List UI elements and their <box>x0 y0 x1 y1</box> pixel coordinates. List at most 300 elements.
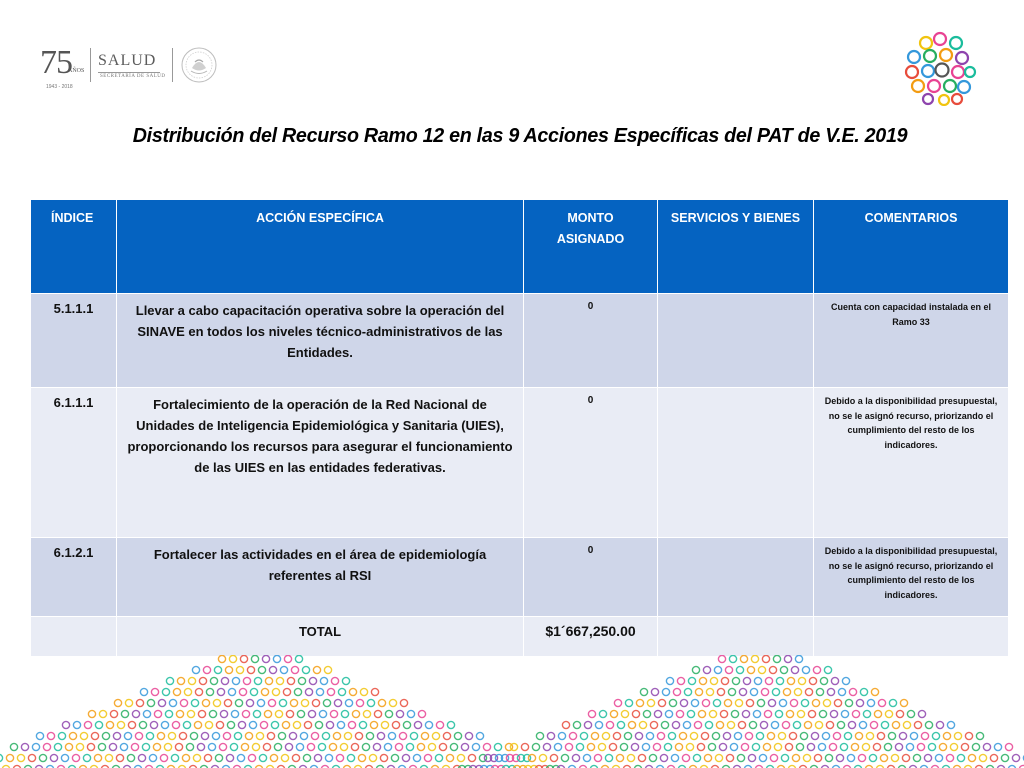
decorative-ring <box>333 732 340 739</box>
decorative-ring <box>220 710 227 717</box>
decorative-ring <box>831 677 838 684</box>
decorative-ring <box>720 710 727 717</box>
decorative-ring <box>848 721 855 728</box>
decorative-ring <box>157 732 164 739</box>
decorative-ring <box>203 666 210 673</box>
decorative-ring <box>192 666 199 673</box>
decorative-ring <box>836 754 843 761</box>
decorative-ring <box>161 721 168 728</box>
decorative-ring <box>217 688 224 695</box>
decorative-ring <box>764 710 771 717</box>
decorative-ring <box>190 732 197 739</box>
decorative-ring <box>284 655 291 662</box>
decorative-ring <box>871 688 878 695</box>
decorative-ring <box>256 732 263 739</box>
decorative-ring <box>325 754 332 761</box>
budget-table <box>30 199 1009 657</box>
decorative-ring <box>1001 754 1008 761</box>
decorative-ring <box>102 732 109 739</box>
decorative-ring <box>735 699 742 706</box>
decorative-ring <box>183 721 190 728</box>
decorative-ring <box>298 677 305 684</box>
decorative-ring <box>223 732 230 739</box>
decorative-ring <box>902 754 909 761</box>
decorative-ring <box>840 743 847 750</box>
decorative-ring <box>136 699 143 706</box>
decorative-ring <box>860 688 867 695</box>
decorative-ring <box>259 754 266 761</box>
decorative-ring <box>862 743 869 750</box>
decorative-ring <box>269 666 276 673</box>
decorative-ring <box>232 677 239 684</box>
decorative-ring <box>281 754 288 761</box>
decorative-ring <box>50 754 57 761</box>
decorative-ring <box>239 688 246 695</box>
decorative-ring <box>300 732 307 739</box>
decorative-ring <box>716 721 723 728</box>
decorative-ring <box>709 710 716 717</box>
decorative-ring <box>309 677 316 684</box>
decorative-ring <box>182 754 189 761</box>
decorative-ring <box>834 699 841 706</box>
decorative-ring <box>838 688 845 695</box>
decorative-ring <box>327 688 334 695</box>
decorative-ring <box>209 710 216 717</box>
decorative-ring <box>820 677 827 684</box>
decorative-ring <box>691 699 698 706</box>
decorative-ring <box>640 688 647 695</box>
decorative-ring <box>117 721 124 728</box>
decorative-ring <box>237 754 244 761</box>
decorative-ring <box>381 721 388 728</box>
decorative-ring <box>191 699 198 706</box>
column-header-amount-line1: MONTO <box>567 211 614 225</box>
decorative-ring <box>899 732 906 739</box>
decorative-ring <box>576 743 583 750</box>
decorative-ring <box>794 688 801 695</box>
decorative-ring <box>6 754 13 761</box>
decorative-ring <box>900 699 907 706</box>
decorative-ring <box>392 721 399 728</box>
decorative-ring <box>903 721 910 728</box>
decorative-ring <box>457 754 464 761</box>
decorative-ring <box>128 721 135 728</box>
decorative-ring <box>264 710 271 717</box>
decorative-ring <box>291 666 298 673</box>
decorative-ring <box>824 666 831 673</box>
decorative-ring <box>779 699 786 706</box>
decorative-ring <box>805 688 812 695</box>
decorative-ring <box>653 743 660 750</box>
decorative-ring <box>642 743 649 750</box>
decorative-ring <box>245 732 252 739</box>
decorative-ring <box>270 754 277 761</box>
decorative-ring <box>88 710 95 717</box>
decorative-ring <box>336 754 343 761</box>
decorative-ring <box>791 666 798 673</box>
decorative-ring <box>705 721 712 728</box>
decorative-ring <box>768 699 775 706</box>
decorative-ring <box>483 743 490 750</box>
decorative-ring <box>494 743 501 750</box>
column-header-index: ÍNDICE <box>31 200 117 294</box>
decorative-ring <box>635 732 642 739</box>
column-header-comments: COMENTARIOS <box>814 200 1009 294</box>
column-header-amount <box>524 200 658 294</box>
decorative-ring <box>228 688 235 695</box>
decorative-ring <box>627 754 634 761</box>
decorative-ring <box>175 743 182 750</box>
decorative-ring <box>946 754 953 761</box>
decorative-ring <box>818 743 825 750</box>
decorative-ring <box>395 743 402 750</box>
decorative-ring <box>746 699 753 706</box>
decorative-ring <box>235 699 242 706</box>
row-index: 5.1.1.1 <box>31 294 117 388</box>
decorative-ring <box>330 710 337 717</box>
decorative-ring <box>891 754 898 761</box>
decorative-ring <box>778 732 785 739</box>
decorative-ring <box>265 677 272 684</box>
decorative-ring <box>510 743 517 750</box>
total-index-empty <box>31 617 117 657</box>
decorative-ring <box>231 710 238 717</box>
decorative-ring <box>312 699 319 706</box>
decorative-ring <box>753 710 760 717</box>
decorative-ring <box>301 699 308 706</box>
decorative-ring <box>769 666 776 673</box>
decorative-ring <box>283 688 290 695</box>
decorative-ring <box>734 732 741 739</box>
decorative-ring <box>454 732 461 739</box>
decorative-ring <box>399 732 406 739</box>
decorative-ring <box>943 732 950 739</box>
decorative-ring <box>731 710 738 717</box>
decorative-ring <box>342 677 349 684</box>
column-header-amount-line2: ASIGNADO <box>556 232 625 246</box>
decorative-ring <box>238 721 245 728</box>
decorative-ring <box>468 754 475 761</box>
decorative-ring <box>91 732 98 739</box>
decorative-ring <box>760 721 767 728</box>
decorative-ring <box>219 743 226 750</box>
decorative-ring <box>736 666 743 673</box>
decorative-ring <box>605 754 612 761</box>
decorative-ring <box>935 754 942 761</box>
decorative-ring <box>286 710 293 717</box>
decorative-ring <box>221 677 228 684</box>
row-services <box>658 538 814 617</box>
decorative-ring <box>65 743 72 750</box>
decorative-ring <box>109 743 116 750</box>
decorative-ring <box>199 677 206 684</box>
decorative-ring <box>814 754 821 761</box>
decorative-ring <box>721 677 728 684</box>
decorative-ring <box>384 743 391 750</box>
decorative-ring <box>761 688 768 695</box>
decorative-ring <box>661 721 668 728</box>
decorative-ring <box>208 743 215 750</box>
decorative-ring <box>421 732 428 739</box>
decorative-ring <box>990 754 997 761</box>
logo-underline <box>98 72 160 73</box>
decorative-ring <box>825 754 832 761</box>
decorative-ring <box>87 743 94 750</box>
decorative-ring <box>867 699 874 706</box>
decorative-ring <box>276 677 283 684</box>
decorative-ring <box>528 754 535 761</box>
decorative-ring <box>400 699 407 706</box>
decorative-ring <box>610 710 617 717</box>
decorative-ring <box>599 710 606 717</box>
row-action: Llevar a cabo capacitación operativa sobre la operación del SINAVE en todos los niveles técnico-administrativos de las Entidades. <box>117 294 524 388</box>
decorative-ring <box>58 732 65 739</box>
decorative-ring <box>738 721 745 728</box>
decorative-ring <box>258 666 265 673</box>
page-title: Distribución del Recurso Ramo 12 en las 9 Acciones Específicas del PAT de V.E. 2019 <box>132 124 908 147</box>
decorative-ring <box>432 732 439 739</box>
decorative-ring <box>583 754 590 761</box>
decorative-ring <box>214 666 221 673</box>
decorative-ring <box>683 721 690 728</box>
decorative-ring <box>263 743 270 750</box>
decorative-ring <box>830 710 837 717</box>
row-index: 6.1.2.1 <box>31 538 117 617</box>
row-amount: 0 <box>524 538 658 617</box>
decorative-ring <box>708 743 715 750</box>
decorative-ring <box>205 721 212 728</box>
row-services <box>658 294 814 388</box>
secretaria-salud-logo <box>40 44 230 92</box>
decorative-ring <box>521 743 528 750</box>
decorative-ring <box>120 743 127 750</box>
row-comments: Debido a la disponibilidad presupuestal, no se le asignó recurso, priorizando el cumplimiento del resto de los indicadores. <box>814 388 1009 538</box>
decorative-ring <box>363 710 370 717</box>
decorative-ring <box>351 743 358 750</box>
decorative-ring <box>378 699 385 706</box>
decorative-ring <box>888 732 895 739</box>
decorative-ring <box>786 710 793 717</box>
decorative-ring <box>313 666 320 673</box>
decorative-ring <box>573 721 580 728</box>
decorative-ring <box>613 732 620 739</box>
decorative-ring <box>710 677 717 684</box>
decorative-ring <box>782 721 789 728</box>
row-action: Fortalecer las actividades en el área de epidemiología referentes al RSI <box>117 538 524 617</box>
decorative-ring <box>749 721 756 728</box>
decorative-ring <box>917 743 924 750</box>
colored-rings-logo-icon <box>900 30 980 106</box>
decorative-ring <box>677 677 684 684</box>
decorative-ring <box>366 732 373 739</box>
decorative-ring <box>260 721 267 728</box>
decorative-ring <box>906 743 913 750</box>
decorative-ring <box>668 732 675 739</box>
row-amount: 0 <box>524 388 658 538</box>
decorative-ring <box>99 710 106 717</box>
decorative-ring <box>43 743 50 750</box>
decorative-ring <box>625 699 632 706</box>
decorative-ring <box>278 732 285 739</box>
decorative-ring <box>246 699 253 706</box>
decorative-ring <box>206 688 213 695</box>
decorative-ring <box>845 699 852 706</box>
decorative-ring <box>225 666 232 673</box>
decorative-ring <box>140 688 147 695</box>
decorative-ring <box>461 743 468 750</box>
decorative-ring <box>762 655 769 662</box>
decorative-ring <box>699 677 706 684</box>
decorative-ring <box>892 721 899 728</box>
decorative-ring <box>177 677 184 684</box>
decorative-ring <box>80 732 87 739</box>
decorative-ring <box>154 710 161 717</box>
decorative-ring <box>765 677 772 684</box>
decorative-ring <box>374 710 381 717</box>
decorative-ring <box>1012 754 1019 761</box>
decorative-ring <box>304 721 311 728</box>
decorative-ring <box>684 688 691 695</box>
decorative-ring <box>72 754 79 761</box>
decorative-ring <box>403 721 410 728</box>
decorative-ring <box>650 721 657 728</box>
decorative-ring <box>584 721 591 728</box>
decorative-ring <box>262 655 269 662</box>
decorative-ring <box>210 677 217 684</box>
decorative-ring <box>809 677 816 684</box>
decorative-ring <box>795 655 802 662</box>
decorative-ring <box>539 754 546 761</box>
decorative-ring <box>562 721 569 728</box>
decorative-ring <box>293 721 300 728</box>
decorative-ring <box>855 732 862 739</box>
decorative-ring <box>665 710 672 717</box>
decorative-ring <box>138 754 145 761</box>
decorative-ring <box>179 732 186 739</box>
decorative-ring <box>636 699 643 706</box>
decorative-ring <box>212 732 219 739</box>
decorative-ring <box>697 743 704 750</box>
decorative-ring <box>686 743 693 750</box>
decorative-ring <box>767 732 774 739</box>
decorative-ring <box>257 699 264 706</box>
decorative-ring <box>649 754 656 761</box>
decorative-ring <box>646 732 653 739</box>
decorative-ring <box>47 732 54 739</box>
decorative-ring <box>698 710 705 717</box>
decorative-ring <box>532 743 539 750</box>
decorative-ring <box>715 754 722 761</box>
decorative-ring <box>116 754 123 761</box>
decorative-ring <box>406 743 413 750</box>
decorative-ring <box>73 721 80 728</box>
decorative-ring <box>694 721 701 728</box>
decorative-ring <box>737 754 744 761</box>
decorative-ring <box>587 743 594 750</box>
decorative-ring <box>146 732 153 739</box>
decorative-ring <box>928 743 935 750</box>
decorative-ring <box>833 732 840 739</box>
decorative-ring <box>472 743 479 750</box>
table-row <box>31 388 1009 538</box>
table-row <box>31 538 1009 617</box>
decorative-ring <box>149 754 156 761</box>
decorative-ring <box>979 754 986 761</box>
decorative-ring <box>815 721 822 728</box>
decorative-ring <box>543 743 550 750</box>
decorative-ring <box>706 688 713 695</box>
decorative-ring <box>39 754 46 761</box>
decorative-ring <box>558 732 565 739</box>
decorative-ring <box>241 743 248 750</box>
decorative-ring <box>377 732 384 739</box>
decorative-ring <box>94 754 101 761</box>
decorative-ring <box>781 754 788 761</box>
decorative-ring <box>936 721 943 728</box>
decorative-ring <box>654 710 661 717</box>
decorative-ring <box>127 754 134 761</box>
decorative-ring <box>113 732 120 739</box>
decorative-ring <box>164 743 171 750</box>
decorative-ring <box>740 655 747 662</box>
logo-75-years: 75 <box>40 44 72 81</box>
decorative-ring <box>580 732 587 739</box>
decorative-ring <box>348 721 355 728</box>
decorative-ring <box>742 710 749 717</box>
decorative-rings-pattern <box>0 655 1024 768</box>
decorative-ring <box>837 721 844 728</box>
decorative-ring <box>261 688 268 695</box>
decorative-ring <box>303 754 310 761</box>
column-header-action: ACCIÓN ESPECÍFICA <box>117 200 524 294</box>
decorative-ring <box>628 721 635 728</box>
decorative-ring <box>268 699 275 706</box>
decorative-ring <box>924 754 931 761</box>
decorative-ring <box>253 710 260 717</box>
decorative-ring <box>671 754 678 761</box>
decorative-ring <box>747 666 754 673</box>
decorative-ring <box>425 721 432 728</box>
decorative-ring <box>187 710 194 717</box>
decorative-ring <box>230 743 237 750</box>
decorative-ring <box>439 743 446 750</box>
decorative-ring <box>226 754 233 761</box>
decorative-ring <box>272 688 279 695</box>
decorative-ring <box>323 699 330 706</box>
decorative-ring <box>302 666 309 673</box>
column-header-services: SERVICIOS Y BIENES <box>658 200 814 294</box>
decorative-ring <box>754 677 761 684</box>
decorative-ring <box>631 743 638 750</box>
decorative-ring <box>787 677 794 684</box>
decorative-ring <box>204 754 211 761</box>
logo-divider <box>90 48 91 82</box>
decorative-ring <box>606 721 613 728</box>
decorative-ring <box>910 732 917 739</box>
decorative-ring <box>609 743 616 750</box>
decorative-ring <box>829 743 836 750</box>
decorative-ring <box>76 743 83 750</box>
decorative-ring <box>171 754 178 761</box>
decorative-ring <box>796 743 803 750</box>
decorative-ring <box>803 754 810 761</box>
decorative-ring <box>193 754 200 761</box>
decorative-ring <box>443 732 450 739</box>
total-services-empty <box>658 617 814 657</box>
decorative-ring <box>572 754 579 761</box>
decorative-ring <box>827 688 834 695</box>
decorative-ring <box>874 710 881 717</box>
